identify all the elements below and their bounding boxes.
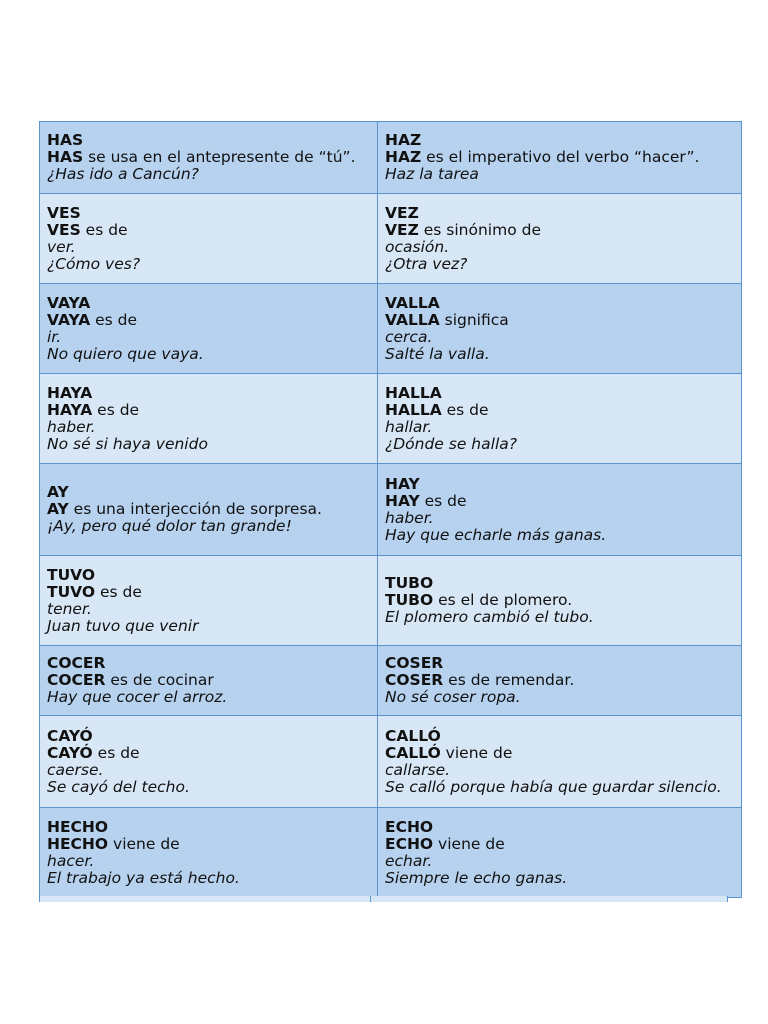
definition-word: HAY xyxy=(385,491,420,510)
word-cell-right xyxy=(378,646,742,716)
definition-text: es de xyxy=(441,400,489,419)
word-cell-left xyxy=(40,556,378,646)
example-line: ¿Dónde se halla? xyxy=(385,434,517,453)
word-cell-right xyxy=(378,716,742,808)
definition-line xyxy=(385,493,741,510)
word-entry xyxy=(47,728,377,796)
example-line: Hay que cocer el arroz. xyxy=(47,688,228,706)
table-continuation xyxy=(39,896,728,902)
definition-word: HAS xyxy=(47,148,84,166)
definition-text: significa xyxy=(439,310,509,329)
word-entry xyxy=(385,205,741,273)
example-line: ¿Otra vez? xyxy=(385,254,468,273)
table-row xyxy=(40,808,742,898)
definition-text: es de remendar. xyxy=(443,671,575,689)
word-heading: CALLÓ xyxy=(385,726,441,745)
example-line: hacer. xyxy=(47,851,95,870)
word-heading: VEZ xyxy=(385,203,419,222)
definition-line xyxy=(47,149,377,166)
definition-text: es sinónimo de xyxy=(418,220,541,239)
definition-word: VAYA xyxy=(47,310,91,329)
example-line: No quiero que vaya. xyxy=(47,344,204,363)
word-heading: HAZ xyxy=(385,131,422,149)
definition-word: AY xyxy=(47,500,69,518)
word-heading: HALLA xyxy=(385,383,442,402)
definition-line xyxy=(47,222,377,239)
definition-line xyxy=(385,672,741,689)
table-row xyxy=(40,122,742,194)
word-entry xyxy=(47,132,377,183)
word-entry xyxy=(47,819,377,887)
example-line: cerca. xyxy=(385,327,433,346)
definition-word: HECHO xyxy=(47,834,109,853)
example-line: tener. xyxy=(47,599,92,618)
word-cell-left xyxy=(40,716,378,808)
definition-text: es de xyxy=(80,220,128,239)
definition-word: TUVO xyxy=(47,582,96,601)
definition-line xyxy=(385,745,741,762)
word-entry xyxy=(385,728,741,796)
example-line: ¿Cómo ves? xyxy=(47,254,141,273)
column-divider xyxy=(370,896,371,902)
word-heading: HAS xyxy=(47,131,84,149)
definition-text: es de xyxy=(92,400,140,419)
definition-line xyxy=(47,584,377,601)
word-cell-right xyxy=(378,122,742,194)
example-line: caerse. xyxy=(47,760,104,779)
example-line: hallar. xyxy=(385,417,433,436)
example-line: haber. xyxy=(385,508,434,527)
homophones-table-body xyxy=(40,122,742,898)
word-cell-left xyxy=(40,464,378,556)
definition-line xyxy=(47,501,377,518)
example-line: ir. xyxy=(47,327,62,346)
word-cell-right xyxy=(378,374,742,464)
definition-word: CAYÓ xyxy=(47,743,93,762)
word-entry xyxy=(385,575,741,626)
word-entry xyxy=(385,385,741,453)
word-entry xyxy=(385,655,741,706)
definition-word: COSER xyxy=(385,671,444,689)
word-heading: COSER xyxy=(385,654,444,672)
word-cell-right xyxy=(378,194,742,284)
definition-word: CALLÓ xyxy=(385,743,441,762)
word-heading: TUVO xyxy=(47,565,96,584)
word-cell-left xyxy=(40,808,378,898)
table-row xyxy=(40,284,742,374)
word-entry xyxy=(47,655,377,706)
definition-line xyxy=(47,312,377,329)
definition-text: viene de xyxy=(108,834,180,853)
definition-text: es el imperativo del verbo “hacer”. xyxy=(421,148,700,166)
word-cell-right xyxy=(378,284,742,374)
word-entry xyxy=(47,205,377,273)
word-cell-left xyxy=(40,374,378,464)
example-line: No sé coser ropa. xyxy=(385,688,521,706)
example-line: Juan tuvo que venir xyxy=(47,616,199,635)
word-heading: HECHO xyxy=(47,817,109,836)
example-line: ¿Has ido a Cancún? xyxy=(47,165,199,183)
definition-text: es de xyxy=(419,491,467,510)
example-line: Haz la tarea xyxy=(385,165,479,183)
example-line: ver. xyxy=(47,237,76,256)
word-entry xyxy=(385,819,741,887)
definition-word: HALLA xyxy=(385,400,442,419)
table-row xyxy=(40,464,742,556)
definition-word: VALLA xyxy=(385,310,440,329)
definition-line xyxy=(385,836,741,853)
table-row xyxy=(40,716,742,808)
definition-text: viene de xyxy=(433,834,505,853)
word-cell-right xyxy=(378,808,742,898)
example-line: El trabajo ya está hecho. xyxy=(47,868,240,887)
word-entry xyxy=(47,484,377,535)
definition-text: es de xyxy=(92,743,140,762)
definition-text: viene de xyxy=(440,743,513,762)
table-row xyxy=(40,646,742,716)
definition-text: es el de plomero. xyxy=(433,591,573,609)
word-cell-right xyxy=(378,556,742,646)
definition-line xyxy=(385,312,741,329)
example-line: Se calló porque había que guardar silencio. xyxy=(385,777,722,796)
definition-word: ECHO xyxy=(385,834,434,853)
word-heading: COCER xyxy=(47,654,106,672)
definition-word: VES xyxy=(47,220,81,239)
word-heading: VALLA xyxy=(385,293,440,312)
definition-line xyxy=(385,149,741,166)
definition-line xyxy=(385,592,741,609)
definition-line xyxy=(385,222,741,239)
word-heading: VES xyxy=(47,203,81,222)
word-entry xyxy=(385,476,741,544)
word-entry xyxy=(385,132,741,183)
example-line: callarse. xyxy=(385,760,451,779)
table-row xyxy=(40,556,742,646)
word-heading: ECHO xyxy=(385,817,434,836)
definition-word: TUBO xyxy=(385,591,434,609)
example-line: ¡Ay, pero qué dolor tan grande! xyxy=(47,517,292,535)
word-heading: HAY xyxy=(385,474,420,493)
word-cell-left xyxy=(40,194,378,284)
word-heading: VAYA xyxy=(47,293,91,312)
example-line: haber. xyxy=(47,417,96,436)
example-line: Hay que echarle más ganas. xyxy=(385,525,607,544)
table-row xyxy=(40,194,742,284)
word-heading: TUBO xyxy=(385,574,434,592)
definition-line xyxy=(385,402,741,419)
word-cell-left xyxy=(40,122,378,194)
word-entry xyxy=(385,295,741,363)
word-heading: HAYA xyxy=(47,383,93,402)
word-entry xyxy=(47,295,377,363)
table-row xyxy=(40,374,742,464)
homophones-table xyxy=(39,121,742,898)
example-line: No sé si haya venido xyxy=(47,434,208,453)
definition-word: VEZ xyxy=(385,220,419,239)
definition-text: es de cocinar xyxy=(105,671,214,689)
word-cell-left xyxy=(40,646,378,716)
definition-text: es una interjección de sorpresa. xyxy=(68,500,322,518)
definition-word: HAYA xyxy=(47,400,93,419)
word-entry xyxy=(47,385,377,453)
word-cell-right xyxy=(378,464,742,556)
word-entry xyxy=(47,567,377,635)
definition-text: es de xyxy=(90,310,138,329)
definition-word: COCER xyxy=(47,671,106,689)
definition-line xyxy=(47,672,377,689)
example-line: El plomero cambió el tubo. xyxy=(385,608,594,626)
definition-text: es de xyxy=(95,582,142,601)
example-line: ocasión. xyxy=(385,237,450,256)
definition-line xyxy=(47,745,377,762)
definition-word: HAZ xyxy=(385,148,422,166)
example-line: Salté la valla. xyxy=(385,344,490,363)
word-cell-left xyxy=(40,284,378,374)
word-heading: AY xyxy=(47,483,69,501)
definition-line xyxy=(47,402,377,419)
definition-text: se usa en el antepresente de “tú”. xyxy=(83,148,356,166)
definition-line xyxy=(47,836,377,853)
example-line: Siempre le echo ganas. xyxy=(385,868,568,887)
word-heading: CAYÓ xyxy=(47,726,93,745)
example-line: echar. xyxy=(385,851,433,870)
example-line: Se cayó del techo. xyxy=(47,777,190,796)
